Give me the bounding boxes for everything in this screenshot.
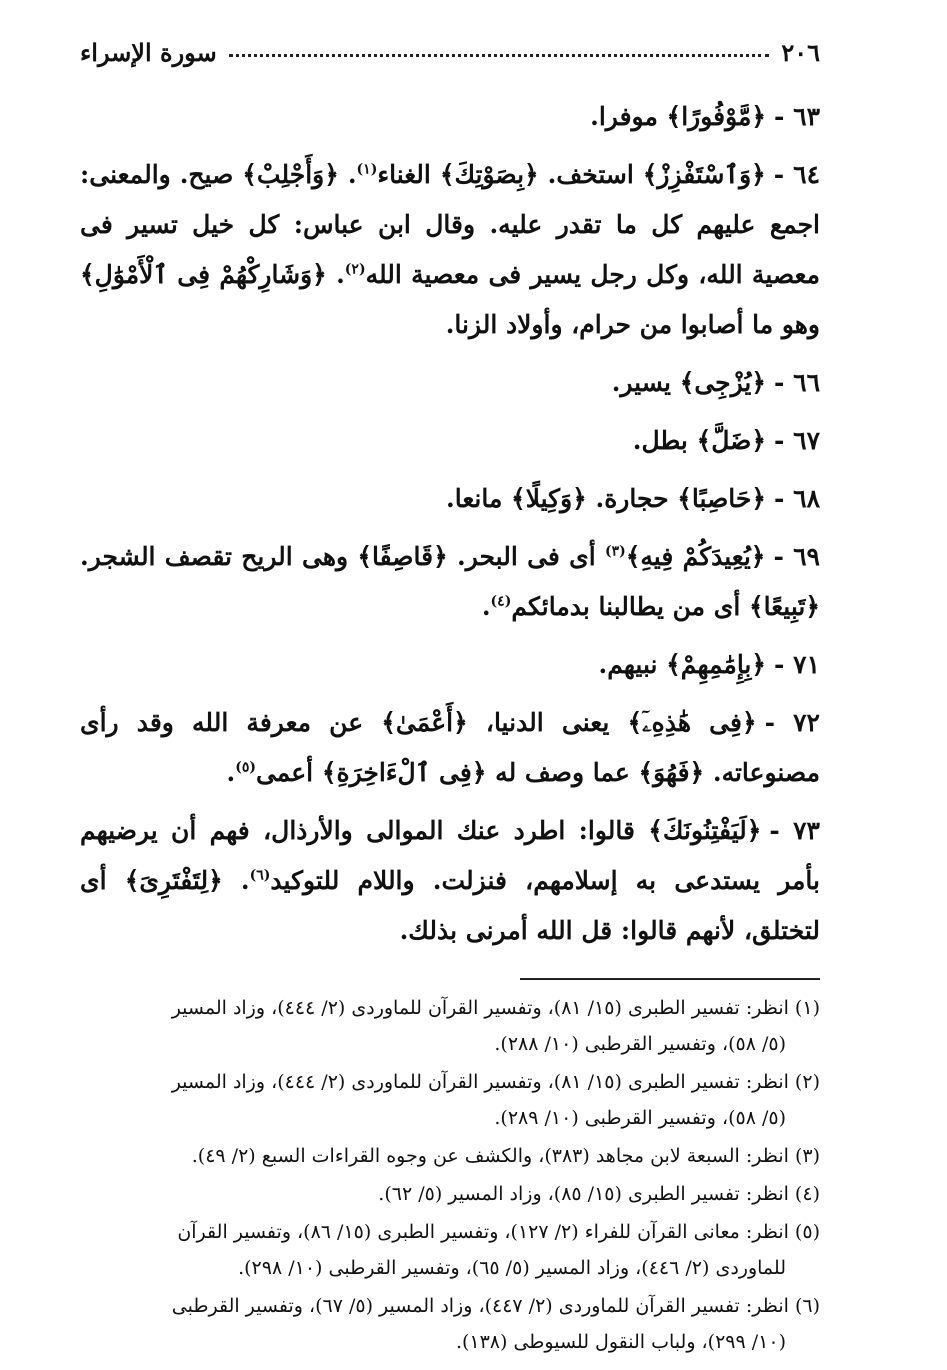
entry-text: . ﴿وَشَارِكْهُمْ فِى ٱلْأَمْوَٰلِ﴾ وهو ما أصابوا من حرام، وأولاد الزنا. — [80, 260, 820, 339]
entry-number: ٧٢ - — [764, 708, 820, 737]
entry-text: . — [481, 592, 491, 621]
entry-number: ٦٦ - — [774, 368, 820, 397]
entry-text: ﴿يُعِيدَكُمْ فِيهِ﴾ — [625, 542, 766, 571]
footnotes-list — [80, 990, 820, 1360]
entry-71 — [80, 640, 820, 690]
entry-73 — [80, 806, 820, 956]
footnote-5 — [80, 1214, 820, 1286]
entry-number: ٧٣ - — [769, 816, 820, 845]
entry-66 — [80, 358, 820, 408]
footnote-3 — [80, 1138, 820, 1174]
entry-number: ٦٧ - — [774, 426, 820, 455]
entry-63 — [80, 92, 820, 142]
header-dotted-leader — [229, 54, 770, 57]
footnote-ref[interactable]: (٤) — [490, 593, 512, 610]
footnote-line: (٢) انظر: تفسير الطبرى (١٥/ ٨١)، وتفسير القرآن للماوردى (٢/ ٤٤٤)، وزاد المسير — [171, 1071, 820, 1093]
footnote-line: (٣) انظر: السبعة لابن مجاهد (٣٨٣)، والكشف عن وجوه القراءات السبع (٢/ ٤٩). — [191, 1145, 820, 1167]
entry-number: ٧١ - — [774, 650, 820, 679]
book-page — [80, 30, 820, 1362]
footnote-2 — [80, 1064, 820, 1136]
footnote-line: (١) انظر: تفسير الطبرى (١٥/ ٨١)، وتفسير القرآن للماوردى (٢/ ٤٤٤)، وزاد المسير — [171, 997, 820, 1019]
entries-list — [80, 92, 820, 956]
footnote-ref[interactable]: (٢) — [344, 261, 366, 278]
footnote-line: (٥/ ٥٨)، وتفسير القرطبى (١٠/ ٢٨٨). — [494, 1033, 786, 1055]
page-number: ٢٠٦ — [781, 37, 820, 67]
footnote-ref[interactable]: (١) — [356, 161, 378, 178]
footnote-separator — [520, 978, 820, 980]
footnote-line: (٥/ ٥٨)، وتفسير القرطبى (١٠/ ٢٨٩). — [494, 1107, 786, 1129]
entry-69 — [80, 532, 820, 632]
footnote-1 — [80, 990, 820, 1062]
entry-67 — [80, 416, 820, 466]
entry-text: ﴿فِى هَٰذِهِۦٓ﴾ يعنى الدنيا، ﴿أَعْمَىٰ﴾ عن معرفة الله وقد رأى مصنوعاته. ﴿فَهُوَ﴾ عما وصف له ﴿فِى ٱلْءَاخِرَةِ﴾ أعمى — [80, 708, 820, 787]
page-header — [80, 30, 820, 74]
entry-text: ﴿لَيَفْتِنُونَكَ﴾ قالوا: اطرد عنك الموالى والأرذال، فهم أن يرضيهم بأمر يستدعى به إسلامهم، فنزلت. واللام للتوكيد — [80, 816, 820, 895]
entry-text: . ﴿وَأَجْلِبْ﴾ صيح. والمعنى: اجمع عليهم كل ما تقدر عليه. وقال ابن عباس: كل خيل تسير فى معصية الله، وكل رجل يسير فى معصية الله — [80, 160, 820, 289]
footnote-ref[interactable]: (٣) — [604, 543, 626, 560]
footnote-line: (١٠/ ٢٩٩)، ولباب النقول للسيوطى (١٣٨). — [455, 1331, 786, 1353]
footnote-line: (٤) انظر: تفسير الطبرى (١٥/ ٨٥)، وزاد المسير (٥/ ٦٢). — [378, 1183, 820, 1205]
entry-text: . — [226, 758, 236, 787]
entry-text: ﴿بِإِمَٰمِهِمْ﴾ نبيهم. — [598, 650, 767, 679]
entry-text: ﴿مَّوْفُورًا﴾ موفرا. — [590, 102, 767, 131]
entry-text: ﴿ضَلَّ﴾ بطل. — [632, 426, 767, 455]
entry-64 — [80, 150, 820, 350]
footnote-6 — [80, 1288, 820, 1360]
footnote-ref[interactable]: (٥) — [235, 759, 256, 776]
entry-text: ﴿حَاصِبًا﴾ حجارة. ﴿وَكِيلًا﴾ مانعا. — [446, 484, 767, 513]
entry-72 — [80, 698, 820, 798]
footnote-line: للماوردى (٢/ ٤٤٦)، وزاد المسير (٥/ ٦٥)، وتفسير القرطبى (١٠/ ٢٩٨). — [238, 1257, 786, 1279]
entry-number: ٦٣ - — [774, 102, 820, 131]
footnote-line: (٦) انظر: تفسير القرآن للماوردى (٢/ ٤٤٧)، وزاد المسير (٥/ ٦٧)، وتفسير القرطبى — [171, 1295, 820, 1317]
entry-text: ﴿وَٱسْتَفْزِزْ﴾ استخف. ﴿بِصَوْتِكَ﴾ الغناء — [377, 160, 766, 189]
footnote-line: (٥) انظر: معانى القرآن للفراء (٢/ ١٢٧)، وتفسير الطبرى (١٥/ ٨٦)، وتفسير القرآن — [177, 1221, 820, 1243]
entry-number: ٦٤ - — [773, 160, 820, 189]
entry-number: ٦٩ - — [773, 542, 820, 571]
entry-text: أى فى البحر. ﴿قَاصِفًا﴾ وهى الريح تقصف الشجر. ﴿تَبِيعًا﴾ أى من يطالبنا بدمائكم — [80, 542, 820, 621]
entry-text: ﴿يُزْجِى﴾ يسير. — [611, 368, 767, 397]
entry-text: . ﴿لِتَفْتَرِىَ﴾ أى لتختلق، لأنهم قالوا: قل الله أمرنى بذلك. — [80, 866, 820, 945]
footnote-4 — [80, 1176, 820, 1212]
entry-68 — [80, 474, 820, 524]
entry-number: ٦٨ - — [774, 484, 820, 513]
footnote-ref[interactable]: (٦) — [249, 867, 271, 884]
surah-title: سورة الإسراء — [80, 37, 217, 67]
